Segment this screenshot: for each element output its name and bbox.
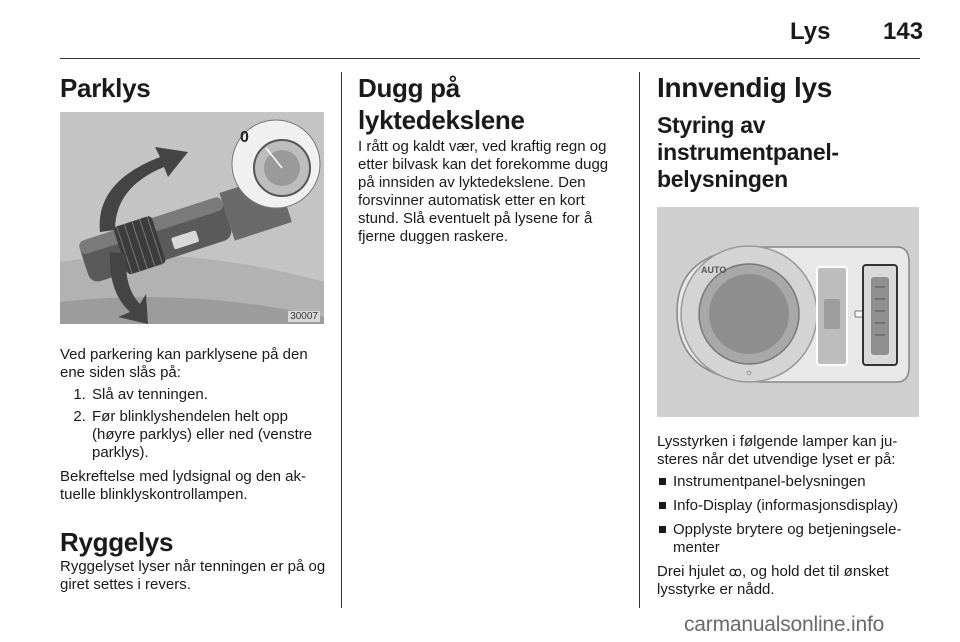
watermark: carmanualsonline.info (684, 613, 885, 636)
section-heading-ryggelys: Ryggelys (60, 527, 174, 557)
column-middle (358, 72, 624, 246)
column-divider (341, 72, 342, 608)
header-divider (60, 58, 920, 59)
svg-text:☼: ☼ (744, 367, 754, 377)
column-right (657, 72, 921, 599)
list-item: 1. Slå av tenningen. (90, 386, 326, 404)
section-heading-innvendig-lys: Innvendig lys (657, 72, 833, 103)
svg-text:0: 0 (240, 129, 249, 146)
light-switch-panel-illustration (657, 207, 919, 417)
dimmer-wheel-icon: ꝏ (728, 564, 742, 579)
stalk-drawing (60, 112, 324, 324)
parking-light-stalk-illustration (60, 112, 324, 324)
switch-panel-drawing (657, 207, 919, 417)
parklys-steps (60, 386, 326, 462)
dugg-text: I rått og kaldt vær, ved kraftig regn og etter bilvask kan det forekomme dugg på innsiden av lyktedekslene. Den forsvinner automatisk etter en kort stund. Slå eventuelt på lysene for å fjerne duggen raskere. (358, 138, 609, 245)
wheel-instruction: Drei hjulet ꝏ, og hold det til ønsket lysstyrke er nådd. (657, 563, 889, 598)
bullet-icon (659, 502, 666, 509)
parklys-confirmation: Bekreftelse med lydsignal og den ak-tuelle blinklyskontrollampen. (60, 468, 306, 503)
subheading-instrument-lighting: Styring av instrumentpanel-belysningen (657, 112, 839, 192)
list-item: 2. Før blinklyshendelen helt opp (høyre parklys) eller ned (venstre parklys). (90, 408, 326, 462)
list-item: Instrumentpanel-belysningen (657, 473, 921, 491)
image-number: 30007 (290, 311, 318, 322)
page-number: 143 (883, 18, 924, 45)
chapter-title: Lys (790, 18, 831, 45)
column-divider (639, 72, 640, 608)
bullet-icon (659, 478, 666, 485)
bullet-icon (659, 526, 666, 533)
list-item: Info-Display (informasjonsdisplay) (657, 497, 921, 515)
parklys-intro: Ved parkering kan parklysene på den ene siden slås på: (60, 346, 308, 381)
auto-label: AUTO (701, 265, 727, 275)
ryggelys-text: Ryggelyset lyser når tenningen er på og giret settes i revers. (60, 558, 326, 593)
section-heading-dugg: Dugg på lyktedekslene (358, 73, 525, 135)
lamp-list (657, 473, 921, 557)
section-heading-parklys: Parklys (60, 73, 151, 103)
brightness-intro: Lysstyrken i følgende lamper kan ju-steres når det utvendige lyset er på: (657, 433, 898, 468)
column-left (60, 72, 326, 594)
list-item: Opplyste brytere og betjeningsele-menter (657, 521, 921, 557)
